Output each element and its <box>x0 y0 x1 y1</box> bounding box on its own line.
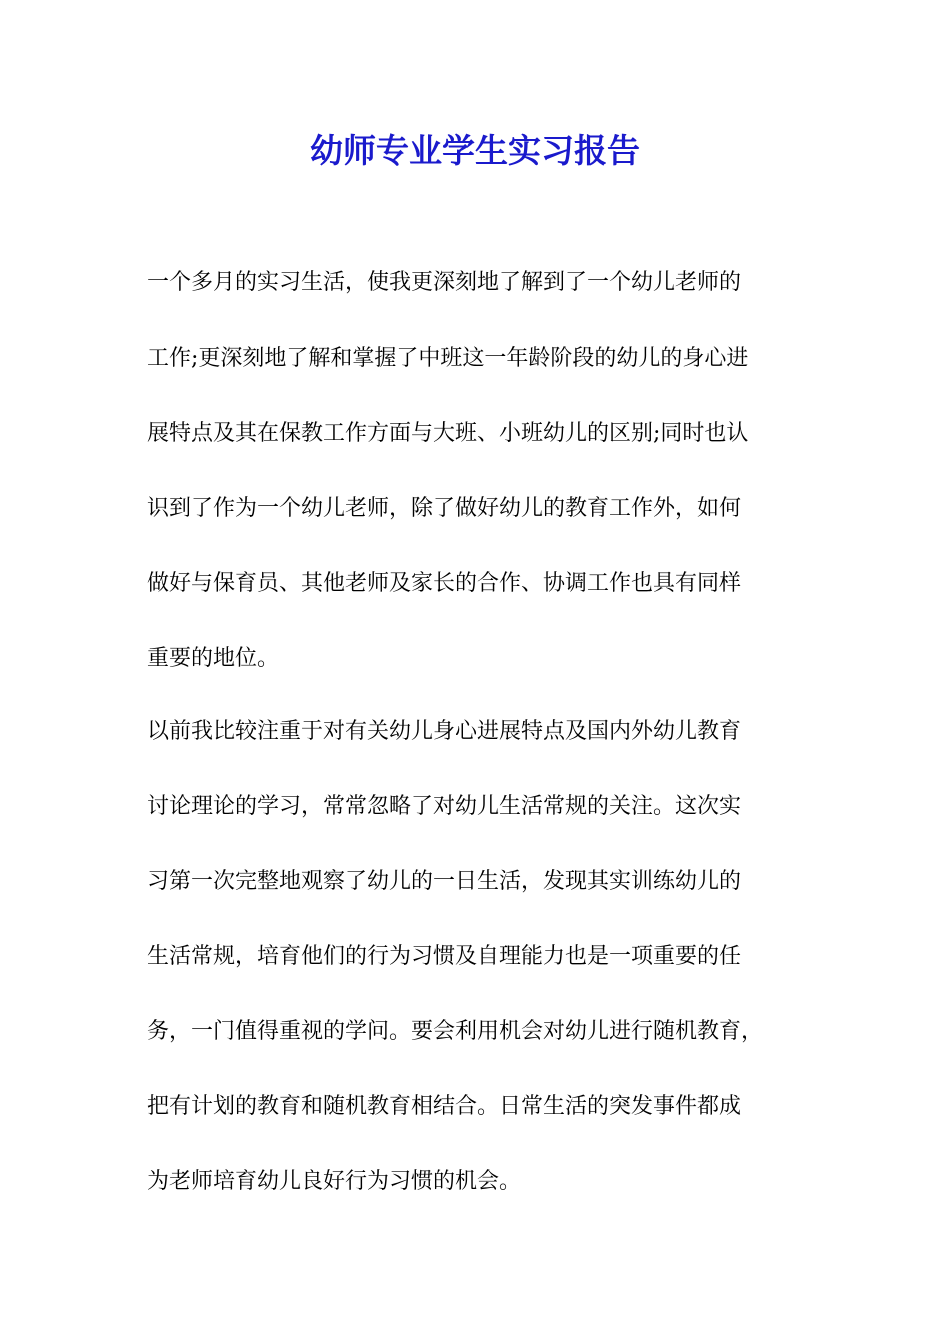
paragraph-line: 为老师培育幼儿良好行为习惯的机会。 <box>147 1169 522 1194</box>
paragraph-line: 展特点及其在保教工作方面与大班、小班幼儿的区别;同时也认 <box>147 421 749 446</box>
paragraph-line: 重要的地位。 <box>147 646 280 671</box>
paragraph-line: 做好与保育员、其他老师及家长的合作、协调工作也具有同样 <box>147 571 742 596</box>
paragraph-line: 以前我比较注重于对有关幼儿身心进展特点及国内外幼儿教育 <box>147 719 742 744</box>
paragraph-line: 生活常规，培育他们的行为习惯及自理能力也是一项重要的任 <box>147 944 742 969</box>
paragraph-line: 讨论理论的学习，常常忽略了对幼儿生活常规的关注。这次实 <box>147 794 742 819</box>
paragraph-line: 务，一门值得重视的学问。要会利用机会对幼儿进行随机教育， <box>147 1019 764 1044</box>
paragraph-line: 一个多月的实习生活，使我更深刻地了解到了一个幼儿老师的 <box>147 270 742 295</box>
paragraph-line: 识到了作为一个幼儿老师，除了做好幼儿的教育工作外，如何 <box>147 496 742 521</box>
paragraph-line: 习第一次完整地观察了幼儿的一日生活，发现其实训练幼儿的 <box>147 869 742 894</box>
paragraph-line: 工作;更深刻地了解和掌握了中班这一年龄阶段的幼儿的身心进 <box>147 346 749 371</box>
document-title: 幼师专业学生实习报告 <box>310 131 640 170</box>
paragraph-line: 把有计划的教育和随机教育相结合。日常生活的突发事件都成 <box>147 1094 742 1119</box>
